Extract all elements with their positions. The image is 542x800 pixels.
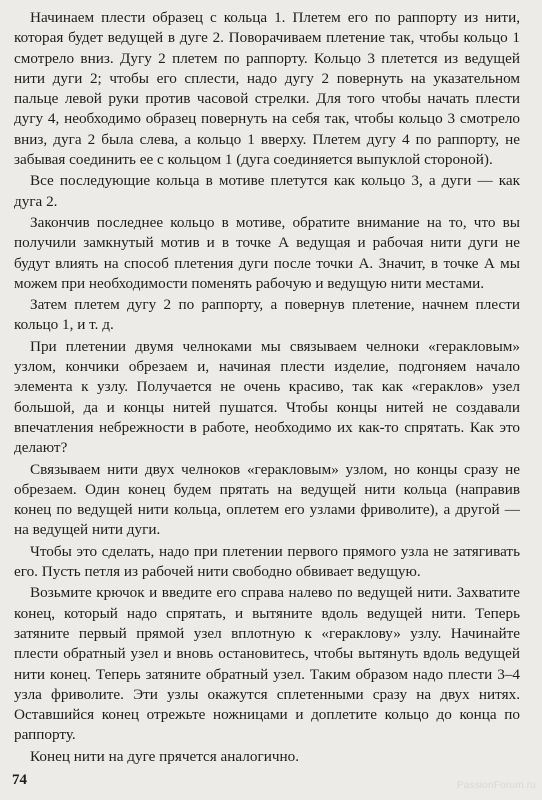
paragraph-2: Все последующие кольца в мотиве плетутся как кольцо 3, а дуги — как дуга 2. [14,172,520,210]
watermark: PassionForum.ru [456,780,536,791]
paragraph-5: При плетении двумя челноками мы связываем челноки «геракловым» узлом, кончики обрезаем и, начиная плести изделие, подгоняем начало элемента к узлу. Получается не очень красиво, так как «гераклов» узел большой, да и концы нитей пушатся. Чтобы концы нитей не создавали впечатления небрежности в работе, необходимо их как-то спрятать. Как это делают? [14,337,520,457]
paragraph-1: Начинаем плести образец с кольца 1. Плетем его по раппорту из нити, которая будет ведущей в дуге 2. Поворачиваем плетение так, чтобы кольцо 1 смотрело вниз. Дугу 2 плетем по раппорту. Кольцо 3 плетется из ведущей нити дуги 2; чтобы его сплести, надо дугу 2 повернуть на указательном пальце левой руки против часовой стрелки. Для того чтобы начать плести дугу 4, необходимо образец повернуть на себя так, чтобы кольцо 3 смотрело вниз, дуга 2 была слева, а кольцо 1 вверху. Плетем дугу 4 по раппорту, не забывая соединить ее с кольцом 1 (дуга соединяется выпуклой стороной). [14,9,520,169]
paragraph-8: Возьмите крючок и введите его справа налево по ведущей нити. Захватите конец, который надо спрятать, и вытяните вдоль ведущей нити. Теперь затяните первый прямой узел вплотную к «гераклову» узлу. Начинайте плести обратный узел и вновь остановитесь, чтобы вытянуть вдоль ведущей нити конец. Теперь затяните обратный узел. Таким образом надо плести 3–4 узла фриволите. Эти узлы окажутся сплетенными сразу на двух нитях. Оставшийся конец отрежьте ножницами и доплетите кольцо до конца по раппорту. [14,584,520,744]
page-number: 74 [12,772,27,788]
page-text [0,8,542,767]
paragraph-4: Затем плетем дугу 2 по раппорту, а повернув плетение, начнем плести кольцо 1, и т. д. [14,296,520,334]
paragraph-3: Закончив последнее кольцо в мотиве, обратите внимание на то, что вы получили замкнутый мотив и в точке А ведущая и рабочая нити дуги не будут влиять на способ плетения дуги после точки А. Значит, в точке А мы можем при необходимости поменять рабочую и ведущую нити местами. [14,213,520,292]
paragraph-6: Связываем нити двух челноков «геракловым» узлом, но концы сразу не обрезаем. Один конец будем прятать на ведущей нити кольца (направив конец по ведущей нити кольца, оплетем его узлами фриволите), а другой — на ведущей нити дуги. [14,460,520,539]
paragraph-7: Чтобы это сделать, надо при плетении первого прямого узла не затягивать его. Пусть петля из рабочей нити свободно обвивает ведущую. [14,542,520,581]
paragraph-9: Конец нити на дуге прячется аналогично. [30,747,299,765]
